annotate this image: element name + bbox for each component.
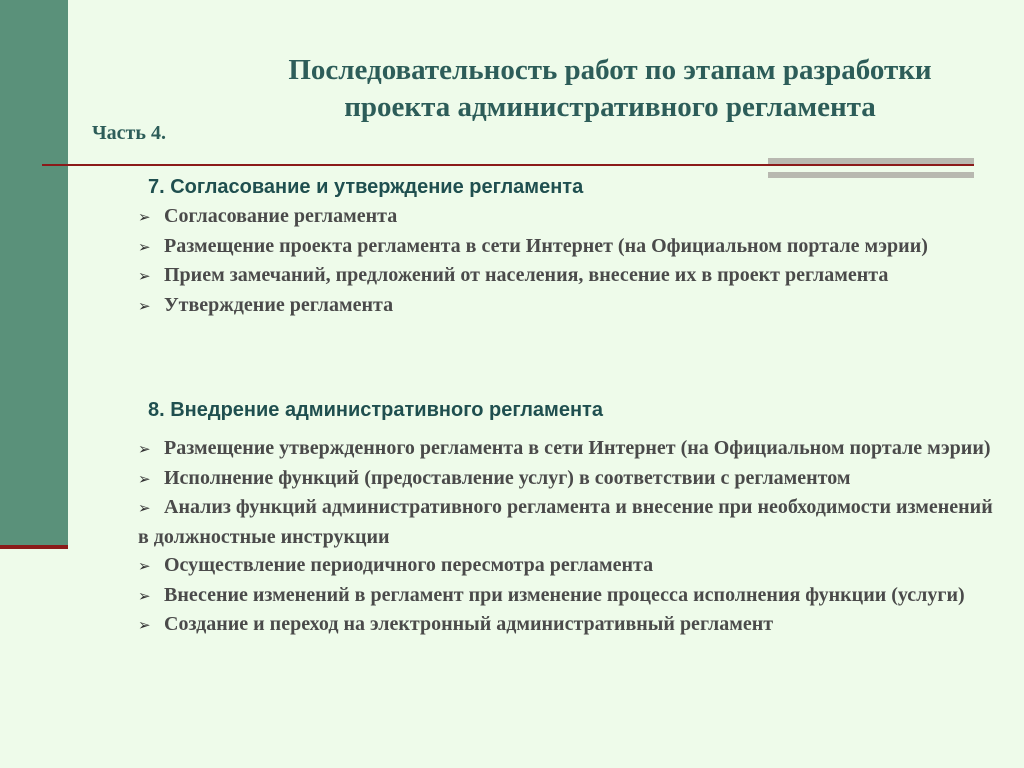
section-heading: 8. Внедрение административного регламента [148, 399, 603, 421]
list-item: ➢ Размещение проекта регламента в сети Интернет (на Официальном портале мэрии) [138, 232, 998, 262]
list-item: ➢ Осуществление периодичного пересмотра регламента [138, 551, 998, 581]
list-item: ➢ Исполнение функций (предоставление услуг) в соответствии с регламентом [138, 464, 998, 494]
bullet-list [138, 202, 998, 320]
part-label: Часть 4. [92, 122, 166, 144]
arrowhead-bullet-icon: ➢ [138, 296, 151, 315]
side-band-line [0, 545, 68, 549]
arrowhead-bullet-icon: ➢ [138, 557, 151, 575]
list-item: ➢ Анализ функций административного регламента и внесение при необходимости изменений в должностные инструкции [138, 496, 993, 548]
section-approval [138, 176, 998, 320]
list-item: ➢ Утверждение регламента [138, 291, 998, 321]
arrowhead-bullet-icon: ➢ [138, 499, 151, 517]
decorative-bar-top [768, 158, 974, 164]
list-item: ➢ Создание и переход на электронный административный регламент [138, 610, 998, 640]
list-item: ➢ Прием замечаний, предложений от населения, внесение их в проект регламента [138, 261, 998, 291]
divider-line [42, 164, 974, 166]
title-line-1: Последовательность работ по этапам разработки [288, 54, 932, 86]
side-band [0, 0, 68, 548]
list-item: ➢ Внесение изменений в регламент при изменение процесса исполнения функции (услуги) [138, 581, 998, 611]
arrowhead-bullet-icon: ➢ [138, 469, 151, 488]
list-item: ➢ Размещение утвержденного регламента в сети Интернет (на Официальном портале мэрии) [138, 434, 998, 464]
title-line-2: проекта административного регламента [344, 91, 876, 123]
arrowhead-bullet-icon: ➢ [138, 237, 151, 256]
arrowhead-bullet-icon: ➢ [138, 440, 151, 458]
section-heading: 7. Согласование и утверждение регламента [148, 176, 584, 198]
page-title [200, 52, 1020, 126]
arrowhead-bullet-icon: ➢ [138, 586, 151, 605]
arrowhead-bullet-icon: ➢ [138, 208, 151, 226]
bullet-list [138, 434, 998, 640]
section-implementation [138, 399, 998, 640]
list-item: ➢ Согласование регламента [138, 202, 998, 232]
arrowhead-bullet-icon: ➢ [138, 267, 151, 285]
arrowhead-bullet-icon: ➢ [138, 616, 151, 634]
